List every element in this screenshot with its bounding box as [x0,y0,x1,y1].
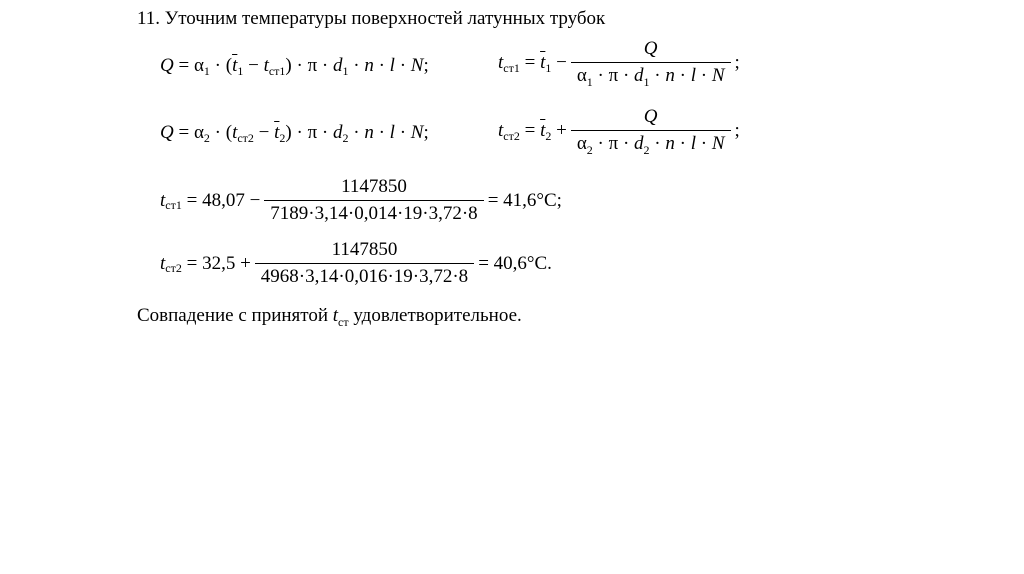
formula-tst2: t ст2 = $\overline{t}$ 2 + $\frac{Q}{\alpha_2 \cdot \pi \cdot d_2 \cdot n \cdot l \cdot N}$ ; [498,106,740,157]
calc-line-2: t ст2 = 32,5 + $\frac{1147850}{4968\cdot 3,14\cdot 0,016\cdot 19\cdot 3,72\cdot 8}$ = 40,6°C. [160,239,552,287]
calc-fraction-1: $\frac{1147850}{7189\cdot 3,14\cdot 0,014\cdot 19\cdot 3,72\cdot 8}$ [264,176,483,225]
formula-q2: Q = α 2 · ( t ст2 − $\overline{t}$ 2 ) · π · d 2 · n · l · N ; [160,122,429,145]
formula-tst1: t ст1 = $\overline{t}$ 1 − $\frac{Q}{\alpha_1 \cdot \pi \cdot d_1 \cdot n \cdot l \cdot N}$ ; [498,38,740,89]
fraction: $\frac{Q}{\alpha_1 \cdot \pi \cdot d_1 \cdot n \cdot l \cdot N}$ [571,38,731,88]
calc-fraction-2: $\frac{1147850}{4968\cdot 3,14\cdot 0,016\cdot 19\cdot 3,72\cdot 8}$ [255,239,474,288]
calc-line-1: t ст1 = 48,07 − $\frac{1147850}{7189\cdot 3,14\cdot 0,014\cdot 19\cdot 3,72\cdot 8}$ = 41,6°C; [160,176,562,224]
formula-q1: Q = α 1 · ( $\overline{t}$ 1 − t ст1 ) · π · d 1 · n · l · N ; [160,55,429,78]
conclusion-text: Совпадение с принятой $t_{ст}$ удовлетворительное. [137,305,522,329]
section-heading: 11. Уточним температуры поверхностей латунных трубок [137,8,606,29]
fraction: $\frac{Q}{\alpha_2 \cdot \pi \cdot d_2 \cdot n \cdot l \cdot N}$ [571,106,731,156]
